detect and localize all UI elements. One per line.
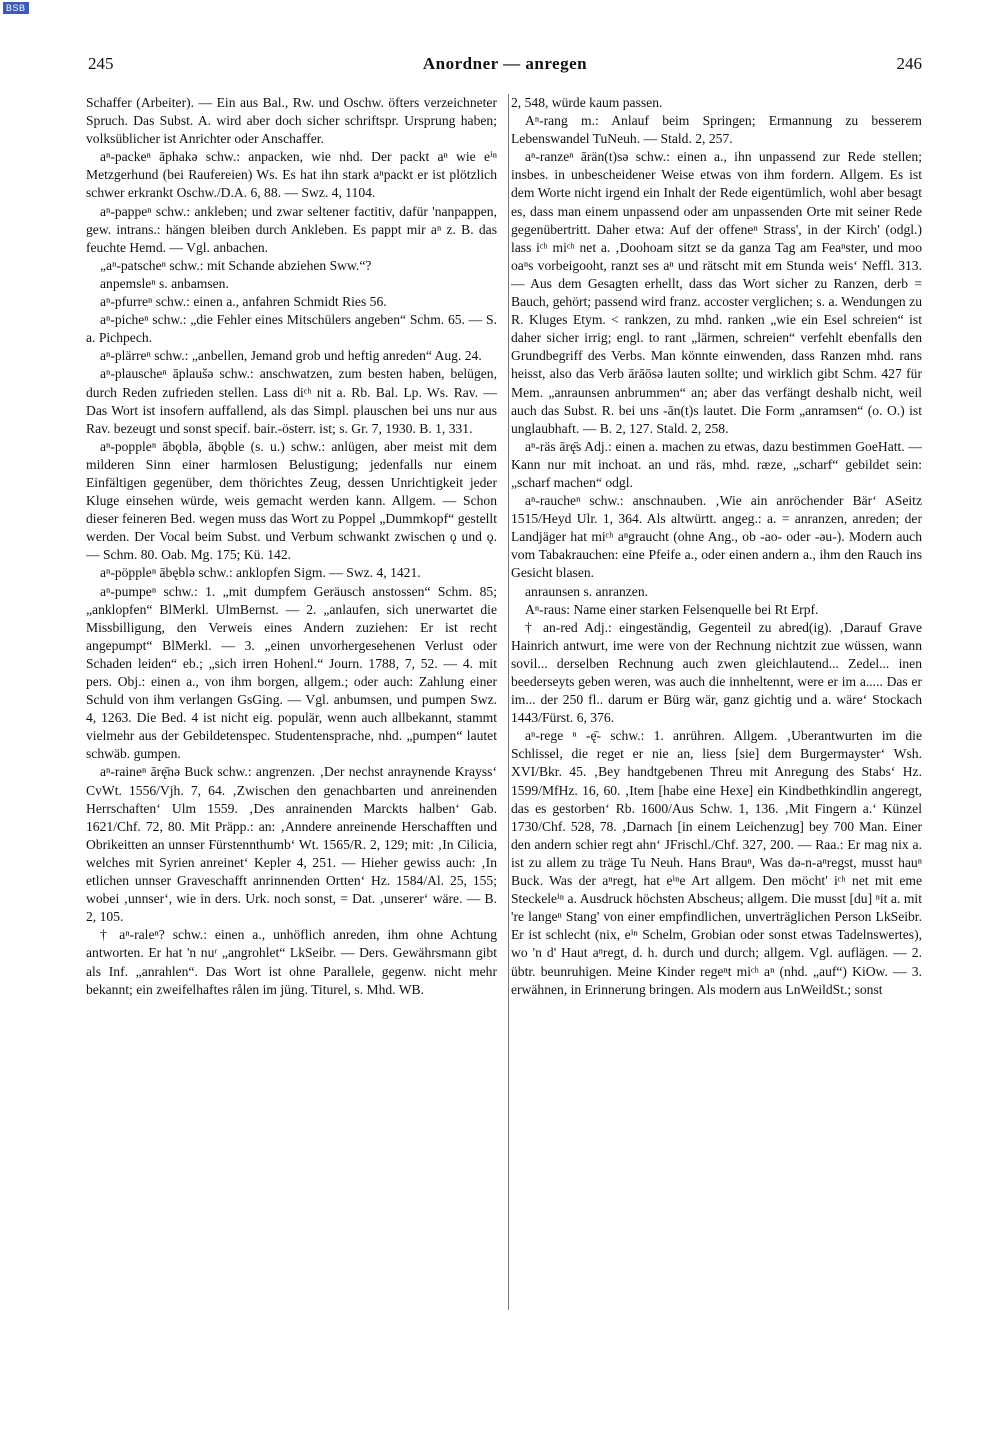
dictionary-entry: aⁿ-ranzeⁿ ārän(t)sə schw.: einen a., ihn unpassend zur Rede stellen; insbes. in unbescheidener Weise etwas von ihm fordern. Allgem. Es ist dem Worte nicht irgend ein Inhalt der Rede eigentümlich, wohl aber besagt es, dass man einem unpassend oder am unpassenden Orte mit seiner Rede gegenübertritt. Daher etwa: Auf der offeneⁿ Strass', in der Kirch' (odgl.) lass iᶜʰ miᶜʰ net a. ‚Doohoam sitzt se da ganza Tag am Feaⁿster, und moo oaⁿs vorbeigooht, ranzt ses aⁿ und rätscht mit em Stunda weis‘ Neffl. 313. — Aus dem Gesagten erhellt, dass das Wort sicher zu Ranzen, derb = Bauch, gehört; passend wird franz. accoster verglichen; s. a. Wendungen zu R. Kluges Etym. < rankzen, zu mhd. ranken „wie ein Esel schreien“ ist daher sicher irrig; engl. to rant „lärmen, schreien“ verfehlt ebenfalls den Grundbegriff des Verbs. Man könnte einwenden, dass Ranzen mhd. rans heisst, also das Verb ārāōsə lauten sollte; und wirklich gibt Schm. 427 für Mem. „anraunsen anbrummen“ an; aber das verfängt deshalb nicht, weil auch das Subst. R. bei uns -ān(t)s lautet. Die Form „anramsen“ (o. O.) ist unglaubhaft. — B. 2, 127. Stald. 2, 258. xyxy=(511,149,922,436)
dictionary-entry: † an-red Adj.: eingeständig, Gegenteil zu abred(ig). ‚Darauf Grave Hainrich antwurt, ime were von der Rechnung nichtzit zue wüssen, wann sovil... derselben Rechnung auch zwen gleichlautend... Zedel... inen beederseyts geben weren, was auch die innheltennt, were er im a..... Das er im... der 250 fl.. darum er Bürg wär, ganz gichtig und a. wäre‘ Stockach 1443/Fürst. 6, 376. xyxy=(511,619,922,726)
left-column xyxy=(86,94,497,1414)
right-column xyxy=(511,94,922,1414)
dictionary-entry: aⁿ-pappeⁿ schw.: ankleben; und zwar seltener factitiv, dafür 'nanpappen, gew. intrans.: hängen bleiben durch Ankleben. Es pappt mir aⁿ z. B. das feuchte Hemd. — Vgl. anbachen. xyxy=(86,203,497,255)
page-number-right: 246 xyxy=(896,54,922,73)
running-head xyxy=(88,54,922,78)
text-columns xyxy=(86,94,922,1414)
dictionary-entry: anraunsen s. anranzen. xyxy=(525,583,649,599)
dictionary-entry: aⁿ-picheⁿ schw.: „die Fehler eines Mitschülers angeben“ Schm. 65. — S. a. Pichpech. xyxy=(86,312,497,346)
dictionary-entry: aⁿ-pöppleⁿ ābęblə schw.: anklopfen Sigm. — Swz. 4, 1421. xyxy=(100,565,421,581)
dictionary-entry: aⁿ-packeⁿ āphakə schw.: anpacken, wie nhd. Der packt aⁿ wie eⁱⁿ Metzgerhund (bei Raufereien) Ws. Es hat ihn stark aⁿpackt er ist plötzlich schwer erkrankt Oschw./D.A. 6, 88. — Swz. 4, 1104. xyxy=(86,149,497,201)
dictionary-entry: 2, 548, würde kaum passen. xyxy=(511,95,663,110)
dictionary-entry: aⁿ-plauscheⁿ āplaušə schw.: anschwatzen, zum besten haben, belügen, durch Reden zufrieden stellen. Lass diᶜʰ nit a. Rb. Bal. Lp. Ws. Rav. — Das Wort ist insofern auffallend, als das Simpl. plauschen bei uns nur aus Rav. bezeugt und sonst specif. bair.-österr. ist; s. Gr. 7, 1930. B. 1, 331. xyxy=(86,366,497,436)
dictionary-entry: aⁿ-raucheⁿ schw.: anschnauben. ‚Wie ain anröchender Bär‘ ASeitz 1515/Heyd Ulr. 1, 364. Als altwürtt. angeg.: a. = anranzen, anreden; der Landjäger hat miᶜʰ aⁿgraucht (ohne Ang., ob -ao- oder -əu-). Modern auch vom Tabakrauchen: eine Pfeife a., oder einen andern a., ihm den Rauch ins Gesicht blasen. xyxy=(511,493,922,581)
dictionary-entry: „aⁿ-patscheⁿ schw.: mit Schande abziehen Sww.“? xyxy=(100,257,372,273)
dictionary-entry: Aⁿ-rang m.: Anlauf beim Springen; Ermannung zu besserem Lebenswandel TuNeuh. — Stald. 2, 257. xyxy=(511,113,922,147)
dictionary-entry: aⁿ-plärreⁿ schw.: „anbellen, Jemand grob und heftig anreden“ Aug. 24. xyxy=(100,348,482,364)
dictionary-entry: aⁿ-raineⁿ ārę̄nə Buck schw.: angrenzen. ‚Der nechst anraynende Krayss‘ CvWt. 1556/Vjh. 7, 64. ‚Zwischen den genachbarten und anreinenden Herrschaften‘ Ulm 1559. ‚Des anrainenden Marckts halben‘ Gab. 1621/Chf. 72, 80. Mit Präpp.: an: ‚Anndere anreinende Herschafften und Obrikeitten an unnser Fürstennthumb‘ Wt. 1565/R. 2, 129; mit: ‚In Cilicia, welches mit Syrien anreinet‘ Kepler 4, 251. — Hieher gewiss auch: ‚In etlichen unnser Graveschafft anrinnenden Ortten‘ Hz. 1584/Al. 25, 155; wobei ‚unnser‘, wie in ders. Urk. noch sonst, = Dat. ‚unserer‘ wäre. — B. 2, 105. xyxy=(86,764,497,925)
dictionary-entry: anpemsleⁿ s. anbamsen. xyxy=(100,275,229,291)
dictionary-entry: aⁿ-räs ārę̄s Adj.: einen a. machen zu etwas, dazu bestimmen GoeHatt. — Kann nur mit inchoat. an und räs, mhd. ræze, „scharf“ gebildet sein: „scharf machen“ odgl. xyxy=(511,438,922,490)
page-number-left: 245 xyxy=(88,54,114,73)
dictionary-entry: Aⁿ-raus: Name einer starken Felsenquelle bei Rt Erpf. xyxy=(525,601,819,617)
dictionary-entry: aⁿ-rege ⁿ -ę̄- schw.: 1. anrühren. Allgem. ‚Uberantwurten im die Schlissel, die reget er nie an, liess [sie] dem Burgermayster‘ Wsh. XVI/Bkr. 45. ‚Bey handtgebenen Threu mit Anregung des Stabs‘ Hz. 1599/MfHz. 16, 60. ‚Item [habe eine Hexe] ein Kindbethkindlin angeregt, das es gestorben‘ Rb. 1600/Aus Schw. 1, 136. ‚Mit Fingern a.‘ Künzel 1730/Chf. 528, 78. ‚Darnach [in einem Leichenzug] bey 700 Man. Einer den andern schier regt ahn‘ JFrischl./Chf. 327, 200. — Raa.: Er mag nix a. ist zu allem zu träge Tu Neuh. Hans Brauⁿ, Was də-n-aⁿregst, musst hauⁿ Buck. Was der aⁿregt, hat eⁱⁿe Art allgem. Den möcht' iᶜʰ net mit eme Steckeleⁱⁿ a. Ausdruck höchsten Abscheus; allgem. Die musst [du] ⁿit a. mit 're langeⁿ Stang' von einer empfindlichen, unverträglichen Person LkSeibr. Er ist schlecht (nix, eⁱⁿ Schelm, Grobian oder sonst etwas Tadelnswertes), wo 'n d' Haut aⁿregt, d. h. durch und durch; allgem. Vgl. auflägen. — 2. übtr. beunruhigen. Meine Kinder regeⁿt miᶜʰ aⁿ (nhd. „auf“) KiOw. — 3. erwähnen, in Erinnerung bringen. Als modern aus LnWeildSt.; sonst xyxy=(511,728,922,997)
page-title: Anordner — anregen xyxy=(422,54,588,73)
dictionary-entry: aⁿ-pfurreⁿ schw.: einen a., anfahren Schmidt Ries 56. xyxy=(100,294,387,310)
dictionary-entry: aⁿ-poppleⁿ ābǫblə, ābǫble (s. u.) schw.: anlügen, aber meist mit dem milderen Sinn einer harmlosen Belustigung; jedenfalls nur einem Einfältigen gegenüber, dem thörichtes Zeug, dessen Unrichtigkeit jeder Kluge einsehen würde, weis gemacht werden kann. Allgem. — Schon dieser feineren Bed. wegen muss das Wort zu Poppel „Dummkopf“ gestellt werden. Der Vocal beim Subst. und Verbum schwankt zwischen ǫ und ǫ. — Schm. 80. Oab. Mg. 175; Kü. 142. xyxy=(86,438,497,563)
dictionary-entry: aⁿ-pumpeⁿ schw.: 1. „mit dumpfem Geräusch anstossen“ Schm. 85; „anklopfen“ BlMerkl. UlmBernst. — 2. „anlaufen, sich unerwartet die Missbilligung, den Verweis eines Andern zuziehen: Er ist recht angepumpt“ BlMerkl. — 3. „einen unvorhergesehenen Verlust oder Schaden leiden“ eb.; „sich irren Hohenl.“ Journ. 1788, 7, 52. — 4. mit pers. Obj.: einen a., von ihm borgen, allgem.; oder auch: Zahlung einer Schuld von ihm verlangen GsGing. — Vgl. anbumsen, und pumpen Swz. 4, 1263. Die Bed. 4 ist nicht eig. populär, wenn auch allbekannt, stammt vielmehr aus der Gebildetenspec. Studentensprache, nhd. „pumpen“ lautet schwäb. gumpen. xyxy=(86,583,497,762)
dictionary-entry: † aⁿ-raleⁿ? schw.: einen a., unhöflich anreden, ihm ohne Achtung antworten. Er hat 'n nuʳ „angrohlet“ LkSeibr. — Ders. Gewährsmann gibt als Inf. „anrahlen“. Das Wort ist ohne Parallele, gegenw. nicht mehr bekannt; ein zweifelhaftes rålen im jüng. Titurel, s. Mhd. WB. xyxy=(86,927,497,997)
dictionary-entry: Schaffer (Arbeiter). — Ein aus Bal., Rw. und Oschw. öfters verzeichneter Spruch. Das Subst. A. wird aber doch sicher schriftspr. Ursprung haben; volksüblicher ist Anrichter oder Anschaffer. xyxy=(86,95,497,147)
library-stamp: BSB xyxy=(3,2,29,14)
